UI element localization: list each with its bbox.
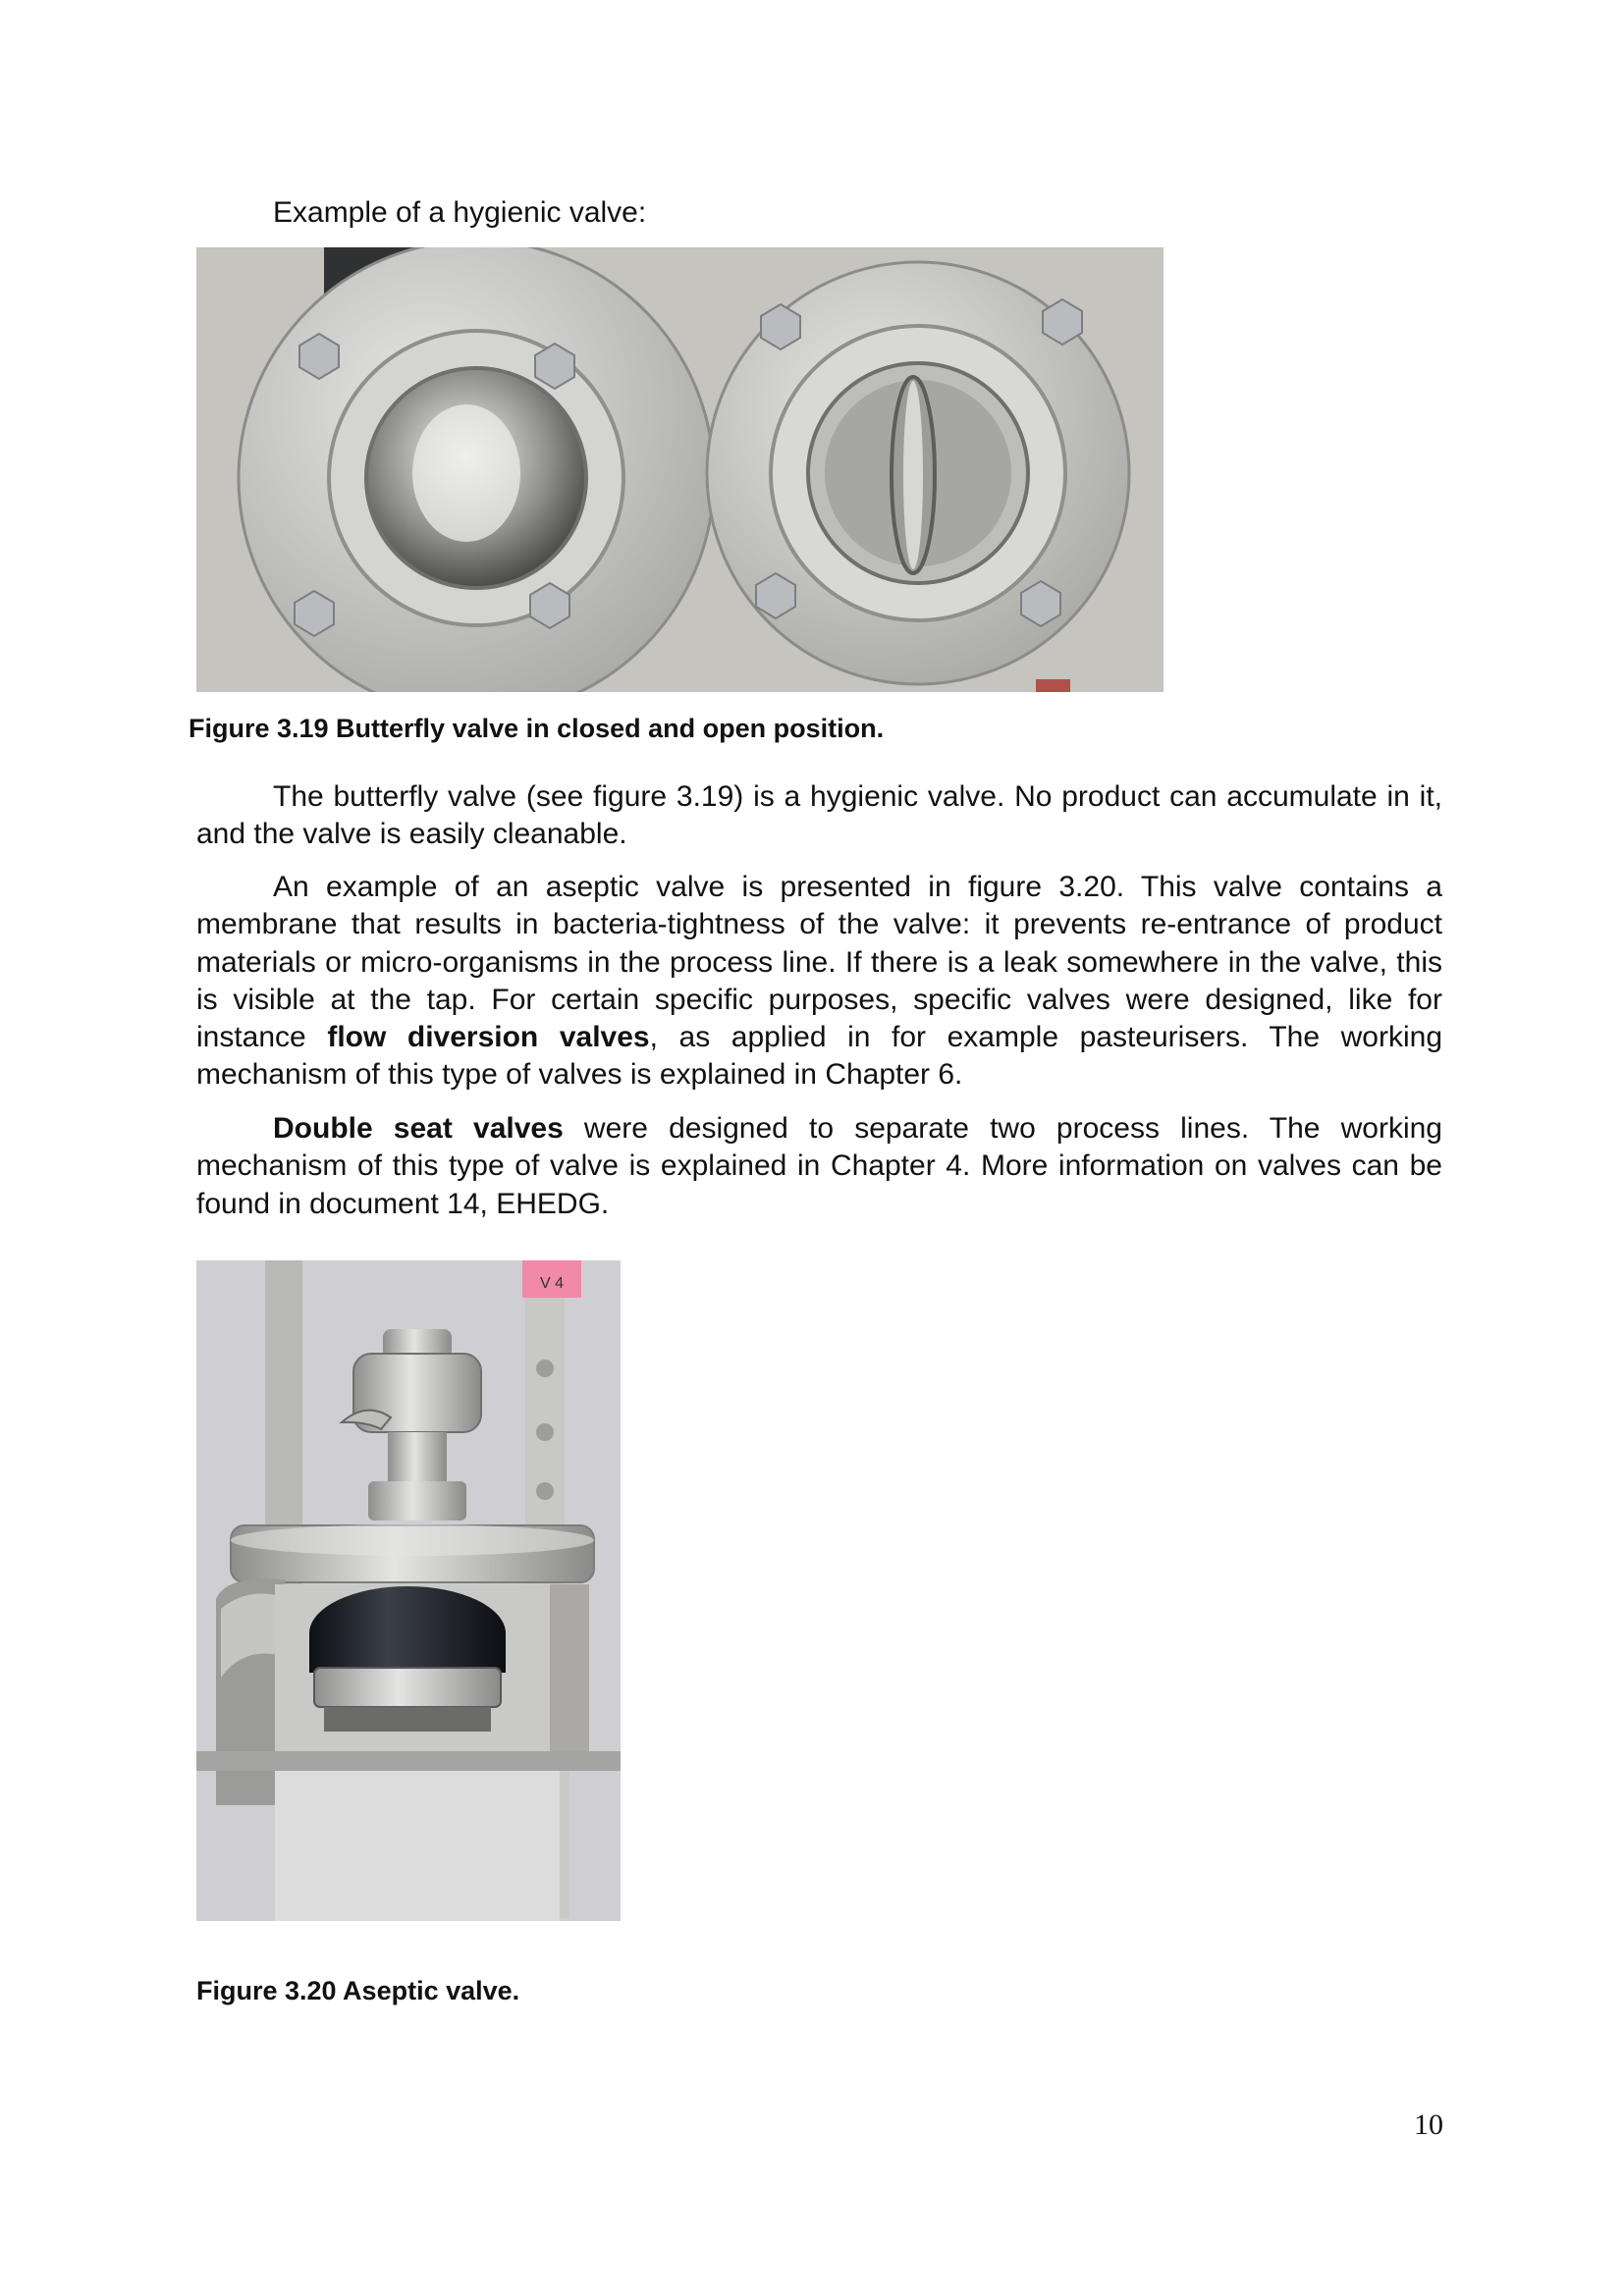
double-seat-valves-term: Double seat valves [273,1112,564,1145]
intro-text: Example of a hygienic valve: [273,196,647,229]
figure-3-19-caption: Figure 3.19 Butterfly valve in closed and open position. [189,714,885,743]
valve-tag-label: V 4 [540,1275,565,1292]
flow-diversion-valves-term: flow diversion valves [327,1021,650,1054]
page-number: 10 [1414,2109,1443,2141]
aseptic-valve-photo [196,1260,621,1921]
paragraph-1-text: The butterfly valve (see figure 3.19) is a hygienic valve. No product can accumulate in it, and the valve is easily cleanable. [196,780,1442,851]
butterfly-valve-photo [196,247,1164,692]
paragraph-2-text-2: , as applied in for example pasteurisers. The working mechanism of this type of valves is explained in Chapter 6. [196,1021,1442,1092]
paragraph-2-text-1: An example of an aseptic valve is presented in figure 3.20. This valve contains a membrane that results in bacteria-tightness of the valve: it prevents re-entrance of product materials or micro-organisms in the process line. If there is a leak somewhere in the valve, this is visible at the tap. For certain specific purposes, specific valves were designed, like for instance [196,871,1442,1054]
paragraph-double-seat-valves [196,1110,1442,1223]
paragraph-aseptic-valve [196,869,1442,1095]
paragraph-3-text: were designed to separate two process lines. The working mechanism of this type of valve is explained in Chapter 4. More information on valves can be found in document 14, EHEDG. [196,1112,1442,1220]
figure-3-20-caption: Figure 3.20 Aseptic valve. [196,1976,520,2005]
paragraph-butterfly-valve [196,778,1442,854]
